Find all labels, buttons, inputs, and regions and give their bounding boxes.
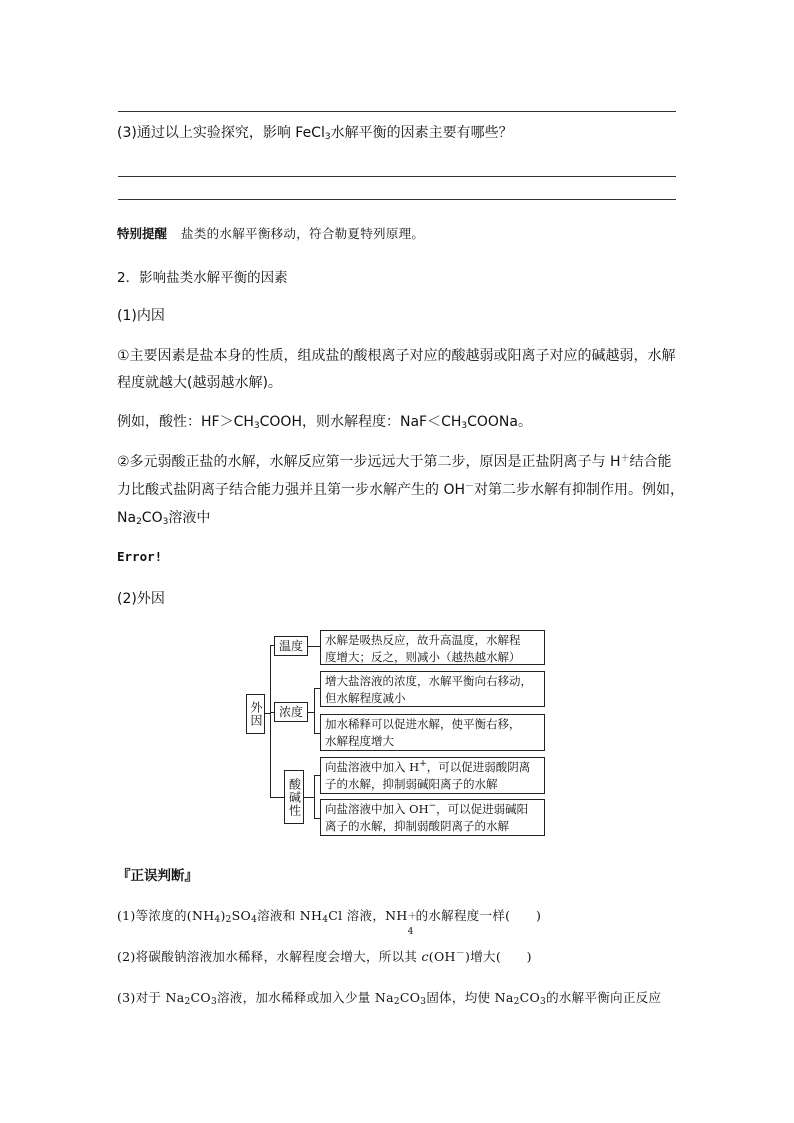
- i3-s5: 2: [513, 997, 520, 1007]
- acid-box1-line1: [325, 759, 540, 776]
- i3-s4: 3: [420, 997, 427, 1007]
- q3-text-b: 水解平衡的因素主要有哪些？: [330, 125, 513, 141]
- conc-box2-line1: 加水稀释可以促进水解，使平衡右移，: [325, 717, 521, 731]
- i3-c: 溶液，加水稀释或加入少量 Na: [216, 990, 394, 1005]
- judge-item-1: (1)等浓度的$(NH_4)_2SO_4$溶液和 $NH_4Cl$ 溶液，NH ＋ 4 的水解程度一样( ): [117, 908, 542, 937]
- temp-text-1: 水解是吸热反应，故升高温度，水解程: [325, 633, 521, 647]
- example-sub2: 3: [461, 421, 468, 431]
- i2-c: )增大( ): [465, 949, 532, 964]
- i2-sup: －: [455, 949, 466, 959]
- p2-line1-sup: ＋: [620, 454, 630, 464]
- i1-s1: 4: [214, 915, 221, 925]
- question-3: [117, 122, 513, 142]
- box-temperature: [320, 630, 545, 665]
- acid-box2-l1a: 向盐溶液中加入 OH: [325, 802, 429, 816]
- box-conc-increase: [320, 671, 545, 707]
- i1-a: (1)等浓度的(NH: [117, 908, 215, 923]
- internal-title: (1)内因: [117, 308, 165, 324]
- p2-line3-c: 溶液中: [168, 510, 211, 526]
- p2-line3-a: Na: [117, 510, 137, 526]
- diagram-root: 外因: [246, 694, 265, 734]
- q3-sub: 3: [324, 132, 331, 142]
- i3-b: CO: [190, 990, 211, 1005]
- i3-s2: 3: [210, 997, 217, 1007]
- acid-box2-l1b: ，可以促进弱碱阳: [436, 802, 529, 816]
- acid-box1-l1a: 向盐溶液中加入 H: [325, 760, 420, 774]
- i3-a: (3)对于 Na: [117, 990, 185, 1005]
- p2-line3-s2: 3: [162, 517, 169, 527]
- label-temperature: 温度: [274, 636, 308, 656]
- answer-line-2: [118, 199, 676, 200]
- box-acid-add-oh: [320, 799, 545, 836]
- conc-box1-line2: 但水解程度减小: [325, 691, 406, 705]
- i3-f: CO: [519, 990, 541, 1005]
- p2-line2-b: 对第二步水解有抑制作用。例如，: [474, 482, 685, 498]
- internal-p1-line1: ①主要因素是盐本身的性质，组成盐的酸根离子对应的酸越弱或阳离子对应的碱越弱，水解: [117, 348, 676, 364]
- example-b: COOH，则水解程度：NaF＜CH: [259, 414, 462, 430]
- example-a: 例如，酸性：HF＞CH: [117, 414, 254, 430]
- q3-text-a: (3)通过以上实验探究，影响 FeCl: [117, 125, 325, 141]
- tip-text: 盐类的水解平衡移动，符合勒夏特列原理。: [181, 226, 425, 241]
- conc-box1-line1: 增大盐溶液的浓度，水解平衡向右移动，: [325, 674, 532, 688]
- i1-s4: 4: [322, 915, 329, 925]
- acid-box1-l1b: ，可以促进弱酸阴离: [426, 760, 531, 774]
- p2-line1-text: ②多元弱酸正盐的水解，水解反应第一步远远大于第二步，原因是正盐阴离子与 H: [117, 454, 621, 470]
- i3-s1: 2: [184, 997, 191, 1007]
- connector: [314, 688, 315, 733]
- i1-d: 溶液和 NH: [257, 908, 323, 923]
- i3-s3: 2: [393, 997, 400, 1007]
- answer-line-1: [118, 176, 676, 177]
- i2-a: (2)将碳酸钠溶液加水稀释，水解程度会增大，所以其: [117, 949, 422, 964]
- box-acid-add-h: [320, 757, 545, 794]
- judge-title: 『正误判断』: [117, 868, 198, 884]
- i2-b: (OH: [428, 949, 456, 964]
- external-title: (2)外因: [117, 591, 165, 607]
- temp-text-2: 度增大；反之，则减小（越热越水解）: [325, 650, 521, 664]
- acid-box1-sup: +: [419, 759, 427, 769]
- i1-e: Cl 溶液，NH: [328, 908, 408, 923]
- i1-b: ): [220, 908, 226, 923]
- error-text: Error!: [117, 549, 163, 564]
- connector: [304, 797, 314, 798]
- acid-box2-sup: −: [428, 801, 437, 811]
- i1-s2: 2: [225, 915, 232, 925]
- box-conc-dilute: [320, 714, 545, 751]
- i3-g: 的水解平衡向正反应: [546, 990, 662, 1005]
- example-c: COONa。: [467, 414, 532, 430]
- internal-p2-line2: [117, 479, 684, 499]
- i3-d: CO: [399, 990, 421, 1005]
- p2-line1-end: 结合能: [629, 454, 672, 470]
- label-acidity: 酸碱性: [284, 770, 304, 824]
- connector: [270, 797, 284, 798]
- acid-box1-line2: 子的水解，抑制弱碱阳离子的水解: [325, 777, 498, 791]
- internal-p2-line3: [117, 507, 210, 527]
- answer-line-top: [118, 111, 676, 112]
- i3-s6: 3: [540, 997, 547, 1007]
- p2-line3-s1: 2: [136, 517, 142, 527]
- i1-f: 的水解程度一样( ): [415, 908, 542, 923]
- section-2-title: 2．影响盐类水解平衡的因素: [117, 270, 288, 286]
- conc-box2-line2: 水解程度增大: [325, 734, 394, 748]
- internal-p2-line1: [117, 451, 672, 471]
- internal-p1-line2: 程度就越大(越弱越水解)。: [117, 375, 282, 391]
- acid-box2-line1: [325, 801, 540, 818]
- i2-ital: c: [421, 949, 429, 964]
- tip-label: 特别提醒: [117, 226, 168, 241]
- connector: [314, 775, 315, 818]
- judge-item-2: [117, 947, 532, 965]
- p2-line3-b: CO: [141, 510, 163, 526]
- i1-s3: 4: [251, 915, 258, 925]
- internal-example: [117, 411, 532, 431]
- special-tip: [117, 224, 424, 242]
- i1-c: SO: [231, 908, 252, 923]
- p2-line2-sup: －: [465, 482, 475, 492]
- acid-box2-line2: 离子的水解，抑制弱酸阴离子的水解: [325, 819, 509, 833]
- connector: [308, 646, 320, 647]
- i3-e: 固体，均使 Na: [426, 990, 514, 1005]
- connector: [270, 645, 271, 797]
- judge-item-3: [117, 988, 661, 1006]
- label-concentration: 浓度: [274, 702, 308, 722]
- example-sub1: 3: [253, 421, 260, 431]
- p2-line2-a: 力比酸式盐阴离子结合能力强并且第一步水解产生的 OH: [117, 482, 465, 498]
